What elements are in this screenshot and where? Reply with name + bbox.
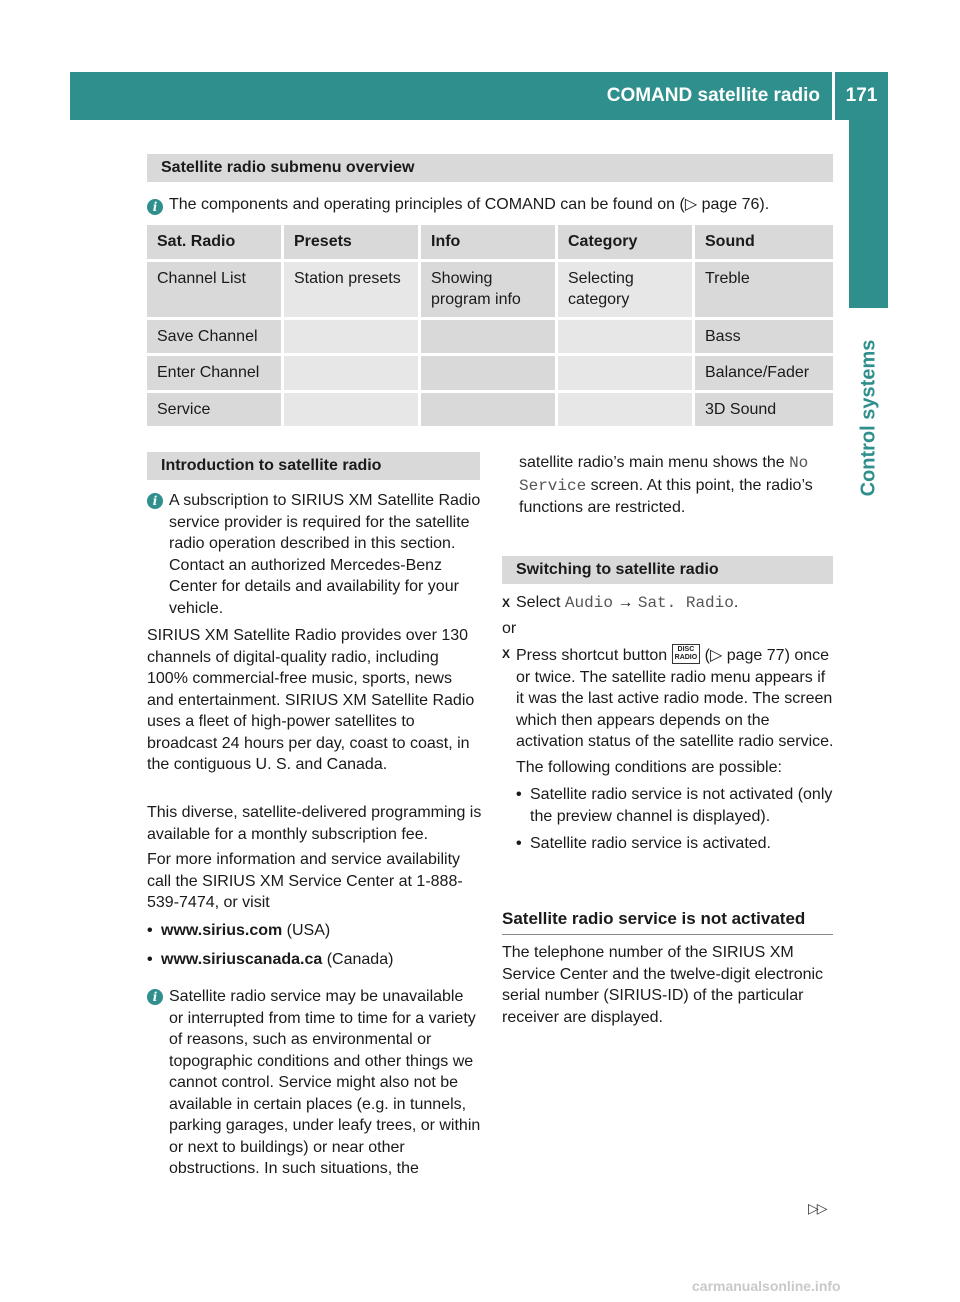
intro-continued: satellite radio’s main menu shows the No Service screen. At this point, the radio’s functions are restricted. — [519, 454, 813, 516]
step-arrow-icon: X — [502, 596, 511, 610]
not-activated-heading: Satellite radio service is not activated — [502, 908, 833, 935]
or-text: or — [502, 620, 517, 637]
condition-item: • Satellite radio service is activated. — [516, 835, 771, 852]
table-cell — [421, 320, 558, 354]
switching-heading: Switching to satellite radio — [502, 556, 833, 584]
table-cell: Selecting category — [558, 262, 695, 317]
intro-paragraph-1: SIRIUS XM Satellite Radio provides over 130 channels of digital-quality radio, including 100% commercial-free music, sports, news and entertainment. SIRIUS XM Satellite Radio uses a fleet of high-power satellites to broadcast 24 hours per day, coast to coast, in the contiguous U. S. and Canada. — [147, 627, 475, 773]
link-canada[interactable]: www.siriuscanada.ca — [161, 951, 323, 968]
switching-step-1: X Select Audio → Sat. Radio. — [502, 592, 835, 615]
table-cell: Station presets — [284, 262, 421, 317]
switching-step-2: X Press shortcut button DISC RADIO (▷ page 77) once or twice. The satellite radio menu appears if it was the last active radio mode. The screen which then appears depends on the activation status of the satellite radio service. The following conditions are possible: • Satellite radio service is not activated (only the preview channel is displayed). • Satellite radio service is activated. — [502, 644, 835, 855]
table-cell: Service — [147, 393, 284, 427]
condition-item: • Satellite radio service is not activated (only the preview channel is displayed). — [516, 786, 833, 825]
column-header: Sound — [695, 225, 833, 259]
table-row — [147, 393, 833, 427]
info-icon: i — [147, 199, 163, 215]
submenu-note: i The components and operating principles of COMAND can be found on (▷ page 76). — [147, 194, 837, 216]
column-header: Presets — [284, 225, 421, 259]
submenu-heading: Satellite radio submenu overview — [147, 154, 833, 182]
bullet: • — [147, 922, 153, 939]
table-cell: Channel List — [147, 262, 284, 317]
table-cell: Enter Channel — [147, 356, 284, 390]
intro-paragraph-2: This diverse, satellite-delivered programming is available for a monthly subscription fee. — [147, 804, 482, 843]
table-cell — [558, 393, 695, 427]
link-usa[interactable]: www.sirius.com — [161, 922, 283, 939]
table-row — [147, 356, 833, 390]
table-cell: Treble — [695, 262, 833, 317]
table-header-row — [147, 225, 833, 259]
side-tab — [849, 120, 888, 308]
page-number: 171 — [845, 85, 878, 106]
table-cell: Save Channel — [147, 320, 284, 354]
continue-arrows-icon: ▷▷ — [808, 1200, 826, 1216]
table-cell: 3D Sound — [695, 393, 833, 427]
chapter-title: COMAND satellite radio — [606, 85, 820, 106]
bullet: • — [147, 951, 153, 968]
table-cell — [558, 356, 695, 390]
table-cell — [284, 356, 421, 390]
table-cell: Balance/Fader — [695, 356, 833, 390]
intro-heading: Introduction to satellite radio — [147, 452, 480, 480]
link-usa-item: • www.sirius.com (USA) — [147, 920, 482, 942]
link-canada-item: • www.siriuscanada.ca (Canada) — [147, 949, 482, 971]
table-cell: Bass — [695, 320, 833, 354]
column-header: Category — [558, 225, 695, 259]
column-header: Sat. Radio — [147, 225, 284, 259]
table-cell — [421, 356, 558, 390]
footer-watermark: carmanualsonline.info — [692, 1278, 841, 1294]
info-icon: i — [147, 493, 163, 509]
info-icon: i — [147, 989, 163, 1005]
intro-note-1: i A subscription to SIRIUS XM Satellite Radio service provider is required for the satellite radio operation described in this section. Contact an authorized Mercedes-Benz Center for details and availability for your vehicle. — [147, 490, 482, 619]
conditions-intro: The following conditions are possible: — [516, 758, 782, 776]
intro-note-2: i Satellite radio service may be unavailable or interrupted from time to time for a variety of reasons, such as environmental or topographic conditions and other things we cannot control. Service might also not be available in certain places (e.g. in tunnels, parking garages, under leafy trees, or within or next to buildings) or near other obstructions. In such situations, the — [147, 986, 482, 1180]
step-arrow-icon: X — [502, 647, 511, 661]
table-cell — [284, 393, 421, 427]
table-cell — [284, 320, 421, 354]
table-row — [147, 320, 833, 354]
disc-radio-button-icon: DISC RADIO — [672, 644, 701, 664]
column-header: Info — [421, 225, 558, 259]
submenu-table — [147, 222, 833, 429]
intro-paragraph-3: For more information and service availability call the SIRIUS XM Service Center at 1-888-539-7474, or visit — [147, 851, 463, 911]
table-cell — [421, 393, 558, 427]
not-activated-text: The telephone number of the SIRIUS XM Service Center and the twelve-digit electronic serial number (SIRIUS-ID) of the particular receiver are displayed. — [502, 944, 824, 1026]
side-tab-label: Control systems — [856, 339, 879, 497]
table-cell: Showing program info — [421, 262, 558, 317]
table-cell — [558, 320, 695, 354]
table-row — [147, 262, 833, 317]
